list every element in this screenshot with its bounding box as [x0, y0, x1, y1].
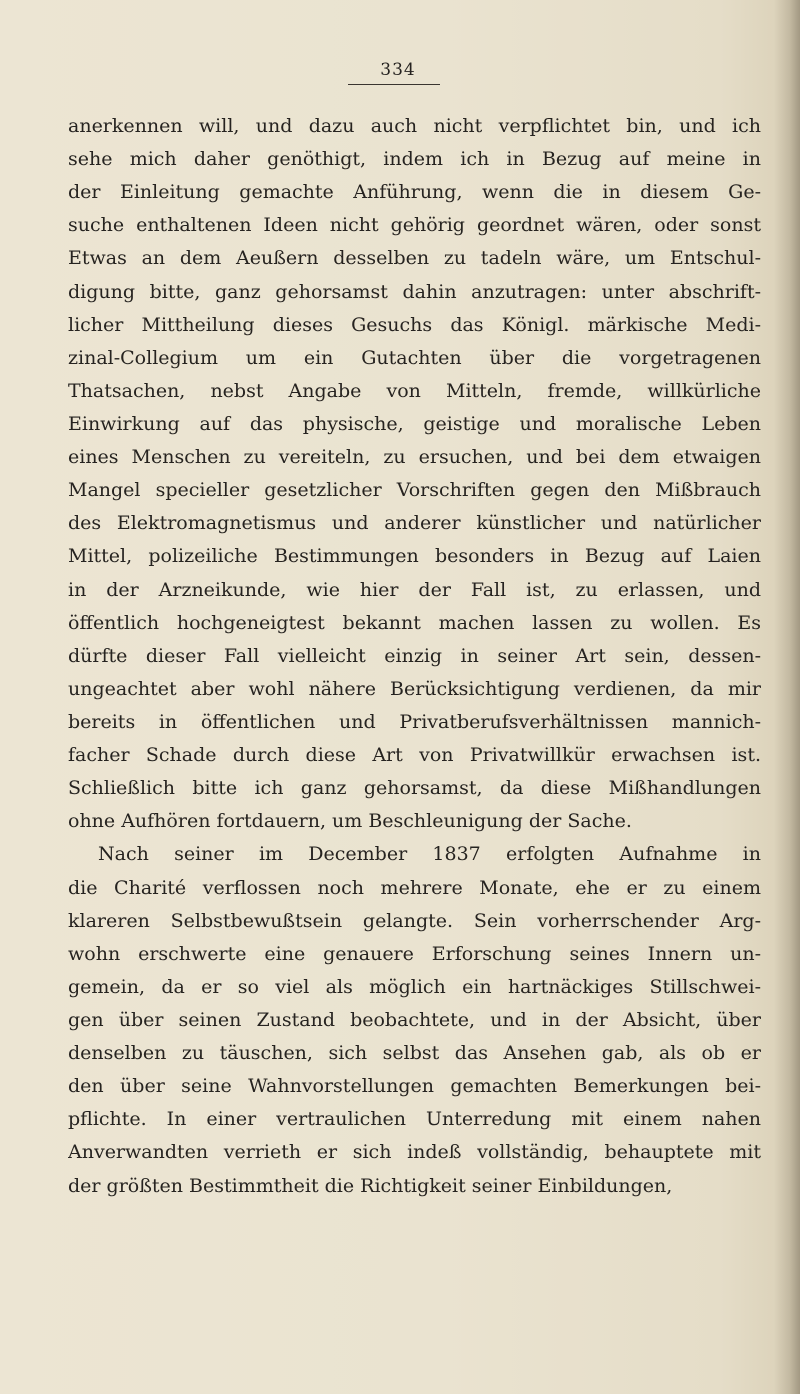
- text-line: gemein, da er so viel als möglich ein hartnäckiges Stillschwei-: [68, 975, 761, 998]
- text-line: dürfte dieser Fall vielleicht einzig in seiner Art sein, dessen-: [68, 644, 761, 667]
- text-line: Schließlich bitte ich ganz gehorsamst, da diese Mißhandlungen: [68, 777, 761, 800]
- text-line: der Einleitung gemachte Anführung, wenn die in diesem Ge-: [68, 181, 761, 204]
- text-line: in der Arzneikunde, wie hier der Fall ist, zu erlassen, und: [68, 578, 761, 601]
- text-line: Nach seiner im December 1837 erfolgten Aufnahme in: [98, 843, 761, 866]
- text-line: ohne Aufhören fortdauern, um Beschleunigung der Sache.: [68, 810, 632, 833]
- text-line: klareren Selbstbewußtsein gelangte. Sein vorherrschender Arg-: [68, 909, 761, 932]
- text-line: anerkennen will, und dazu auch nicht verpflichtet bin, und ich: [68, 115, 761, 137]
- text-line: des Elektromagnetismus und anderer künstlicher und natürlicher: [68, 512, 761, 535]
- page-number-rule: [348, 84, 440, 85]
- text-line: Thatsachen, nebst Angabe von Mitteln, fremde, willkürliche: [68, 379, 761, 402]
- text-line: ungeachtet aber wohl nähere Berücksichtigung verdienen, da mir: [68, 677, 761, 700]
- text-line: sehe mich daher genöthigt, indem ich in Bezug auf meine in: [68, 148, 761, 171]
- body-text: [68, 110, 761, 1203]
- page-number: 334: [380, 60, 416, 80]
- text-line: zinal-Collegium um ein Gutachten über die vorgetragenen: [68, 346, 761, 369]
- text-line: Mittel, polizeiliche Bestimmungen besonders in Bezug auf Laien: [68, 545, 761, 568]
- text-line: gen über seinen Zustand beobachtete, und in der Absicht, über: [68, 1008, 761, 1031]
- text-line: Etwas an dem Aeußern desselben zu tadeln wäre, um Entschul-: [68, 247, 761, 270]
- text-line: wohn erschwerte eine genauere Erforschung seines Innern un-: [68, 942, 761, 965]
- text-line: denselben zu täuschen, sich selbst das Ansehen gab, als ob er: [68, 1042, 761, 1065]
- text-line: bereits in öffentlichen und Privatberufsverhältnissen mannich-: [68, 710, 761, 733]
- text-line: Einwirkung auf das physische, geistige und moralische Leben: [68, 412, 761, 435]
- text-line: digung bitte, ganz gehorsamst dahin anzutragen: unter abschrift-: [68, 280, 761, 303]
- text-line: den über seine Wahnvorstellungen gemachten Bemerkungen bei-: [68, 1075, 761, 1098]
- text-line: der größten Bestimmtheit die Richtigkeit seiner Einbildungen,: [68, 1174, 673, 1197]
- text-line: öffentlich hochgeneigtest bekannt machen lassen zu wollen. Es: [68, 611, 761, 634]
- text-line: Anverwandten verrieth er sich indeß vollständig, behauptete mit: [68, 1141, 761, 1164]
- text-line: suche enthaltenen Ideen nicht gehörig geordnet wären, oder sonst: [68, 214, 761, 237]
- text-line: facher Schade durch diese Art von Privatwillkür erwachsen ist.: [68, 744, 761, 767]
- text-line: eines Menschen zu vereiteln, zu ersuchen, und bei dem etwaigen: [68, 446, 761, 469]
- page-edge-shadow: [774, 0, 800, 1394]
- text-line: Mangel specieller gesetzlicher Vorschriften gegen den Mißbrauch: [68, 479, 761, 502]
- text-line: die Charité verflossen noch mehrere Monate, ehe er zu einem: [68, 876, 761, 899]
- text-line: licher Mittheilung dieses Gesuchs das Königl. märkische Medi-: [68, 313, 761, 336]
- text-line: pflichte. In einer vertraulichen Unterredung mit einem nahen: [68, 1108, 761, 1131]
